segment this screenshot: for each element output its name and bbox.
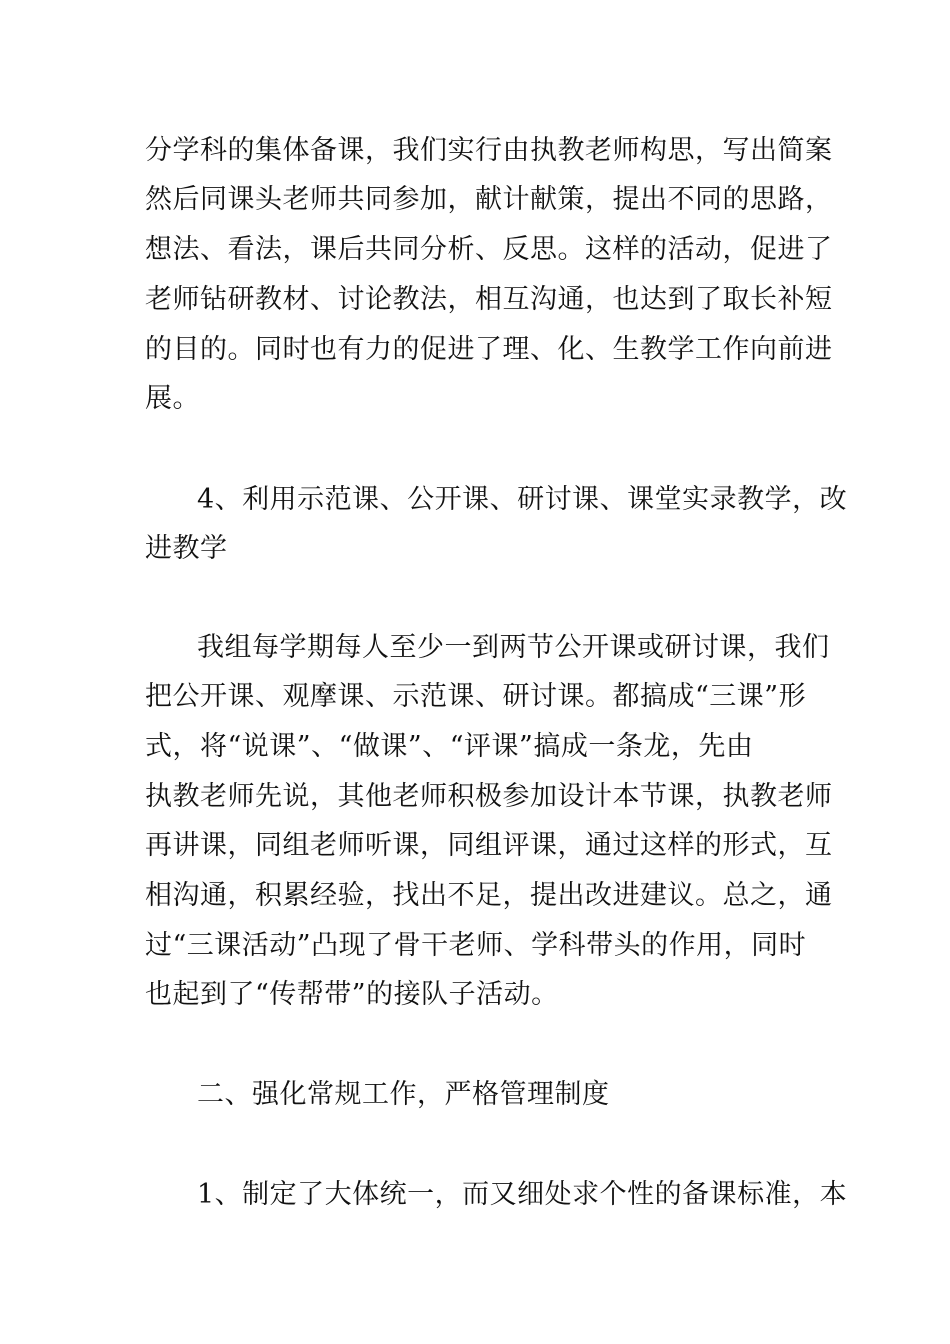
text-line: 式，将“说课”、“做课”、“评课”搞成一条龙，先由 — [145, 731, 754, 762]
text-line: 的目的。同时也有力的促进了理、化、生教学工作向前进 — [145, 334, 833, 365]
section-heading-line: 进教学 — [145, 533, 228, 564]
text-line: 1、制定了大体统一，而又细处求个性的备课标准，本 — [197, 1179, 848, 1210]
text-line: 然后同课头老师共同参加，献计献策，提出不同的思路， — [145, 184, 833, 215]
text-line: 分学科的集体备课，我们实行由执教老师构思，写出简案 — [145, 135, 833, 166]
text-line: 再讲课，同组老师听课，同组评课，通过这样的形式，互 — [145, 830, 833, 861]
text-line: 也起到了“传帮带”的接队子活动。 — [145, 979, 559, 1010]
text-line: 想法、看法，课后共同分析、反思。这样的活动，促进了 — [145, 234, 833, 265]
text-line: 过“三课活动”凸现了骨干老师、学科带头的作用，同时 — [145, 930, 807, 961]
text-line: 老师钻研教材、讨论教法，相互沟通，也达到了取长补短 — [145, 284, 833, 315]
section-heading-line: 4、利用示范课、公开课、研讨课、课堂实录教学，改 — [197, 484, 848, 515]
text-line: 展。 — [145, 383, 200, 414]
text-line: 把公开课、观摩课、示范课、研讨课。都搞成“三课”形 — [145, 681, 807, 712]
text-line: 相沟通，积累经验，找出不足，提出改进建议。总之，通 — [145, 880, 833, 911]
text-line: 我组每学期每人至少一到两节公开课或研讨课，我们 — [197, 632, 830, 663]
text-line: 执教老师先说，其他老师积极参加设计本节课，执教老师 — [145, 781, 833, 812]
section-title: 二、强化常规工作，严格管理制度 — [197, 1079, 610, 1110]
